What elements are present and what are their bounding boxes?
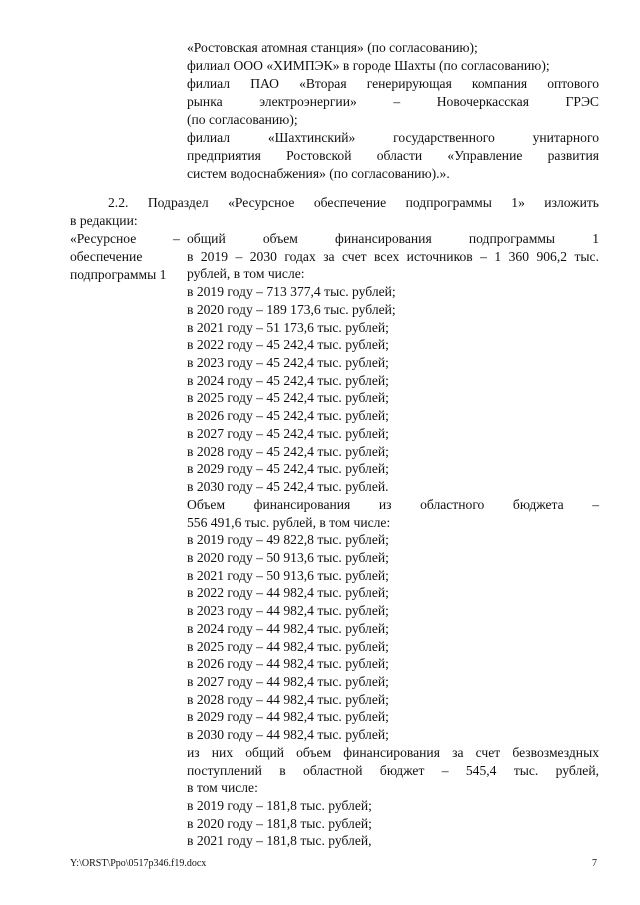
financing-line: в 2021 году – 50 913,6 тыс. рублей;	[187, 567, 389, 583]
financing-line: в 2020 году – 50 913,6 тыс. рублей;	[187, 549, 389, 565]
organization-line: филиал ООО «ХИМПЭК» в городе Шахты (по согласованию);	[187, 58, 550, 73]
financing-line: в 2027 году – 45 242,4 тыс. рублей;	[187, 425, 389, 441]
financing-line: в 2028 году – 44 982,4 тыс. рублей;	[187, 691, 389, 707]
financing-line: в 2019 – 2030 годах за счет всех источников – 1 360 906,2 тыс.	[187, 248, 599, 264]
left-label-line-2: обеспечение	[70, 249, 143, 264]
financing-line: в 2022 году – 44 982,4 тыс. рублей;	[187, 585, 389, 601]
page-number: 7	[592, 858, 597, 869]
financing-line: в 2023 году – 44 982,4 тыс. рублей;	[187, 603, 389, 619]
financing-line: в 2027 году – 44 982,4 тыс. рублей;	[187, 674, 389, 689]
financing-line: Объем финансирования из областного бюджета –	[187, 496, 599, 512]
financing-line: в том числе:	[187, 780, 258, 796]
organization-line: «Ростовская атомная станция» (по согласованию);	[187, 40, 478, 55]
organization-line: предприятия Ростовской области «Управление развития	[187, 148, 599, 163]
organization-line: рынка электроэнергии» – Новочеркасская ГРЭС	[187, 94, 599, 109]
financing-line: общий объем финансирования подпрограммы 1	[187, 231, 599, 246]
organization-line: систем водоснабжения» (по согласованию).».	[187, 166, 450, 181]
financing-line: в 2028 году – 45 242,4 тыс. рублей;	[187, 443, 389, 459]
paragraph-line-1: 2.2. Подраздел «Ресурсное обеспечение подпрограммы 1» изложить	[108, 195, 599, 210]
financing-line: в 2025 году – 44 982,4 тыс. рублей;	[187, 638, 389, 654]
financing-line: в 2024 году – 44 982,4 тыс. рублей;	[187, 620, 389, 636]
left-label-line-1: «Ресурсное	[70, 231, 137, 246]
paragraph-2-2	[70, 194, 599, 212]
organization-line: филиал «Шахтинский» государственного унитарного	[187, 130, 599, 145]
financing-line: 556 491,6 тыс. рублей, в том числе:	[187, 514, 391, 530]
financing-line: в 2030 году – 44 982,4 тыс. рублей;	[187, 727, 389, 743]
organization-line: филиал ПАО «Вторая генерирующая компания оптового	[187, 76, 599, 91]
left-label-line-3: подпрограммы 1	[70, 267, 167, 282]
financing-line: рублей, в том числе:	[187, 266, 305, 282]
financing-line: в 2029 году – 45 242,4 тыс. рублей;	[187, 461, 389, 477]
financing-line: в 2026 году – 44 982,4 тыс. рублей;	[187, 656, 389, 672]
financing-line: в 2019 году – 49 822,8 тыс. рублей;	[187, 532, 389, 548]
left-label-dash: –	[173, 231, 180, 246]
financing-line: в 2021 году – 51 173,6 тыс. рублей;	[187, 319, 389, 335]
financing-line: в 2030 году – 45 242,4 тыс. рублей.	[187, 479, 389, 495]
financing-line: в 2023 году – 45 242,4 тыс. рублей;	[187, 355, 389, 371]
financing-line: в 2025 году – 45 242,4 тыс. рублей;	[187, 390, 389, 406]
financing-line: в 2029 году – 44 982,4 тыс. рублей;	[187, 709, 389, 725]
footer-file-path: Y:\ORST\Ppo\0517p346.f19.docx	[70, 858, 207, 869]
financing-line: в 2024 году – 45 242,4 тыс. рублей;	[187, 372, 389, 388]
financing-line: в 2026 году – 45 242,4 тыс. рублей;	[187, 408, 389, 424]
financing-line: в 2019 году – 713 377,4 тыс. рублей;	[187, 284, 396, 300]
paragraph-line-2: в редакции:	[70, 213, 138, 228]
financing-line: в 2019 году – 181,8 тыс. рублей;	[187, 798, 372, 814]
financing-line: поступлений в областной бюджет – 545,4 тыс. рублей,	[187, 762, 599, 778]
financing-line: в 2021 году – 181,8 тыс. рублей,	[187, 833, 372, 849]
financing-line: из них общий объем финансирования за счет безвозмездных	[187, 744, 599, 760]
financing-line: в 2022 году – 45 242,4 тыс. рублей;	[187, 337, 389, 353]
organization-line: (по согласованию);	[187, 112, 298, 127]
financing-line: в 2020 году – 189 173,6 тыс. рублей;	[187, 301, 396, 317]
financing-line: в 2020 году – 181,8 тыс. рублей;	[187, 815, 372, 831]
